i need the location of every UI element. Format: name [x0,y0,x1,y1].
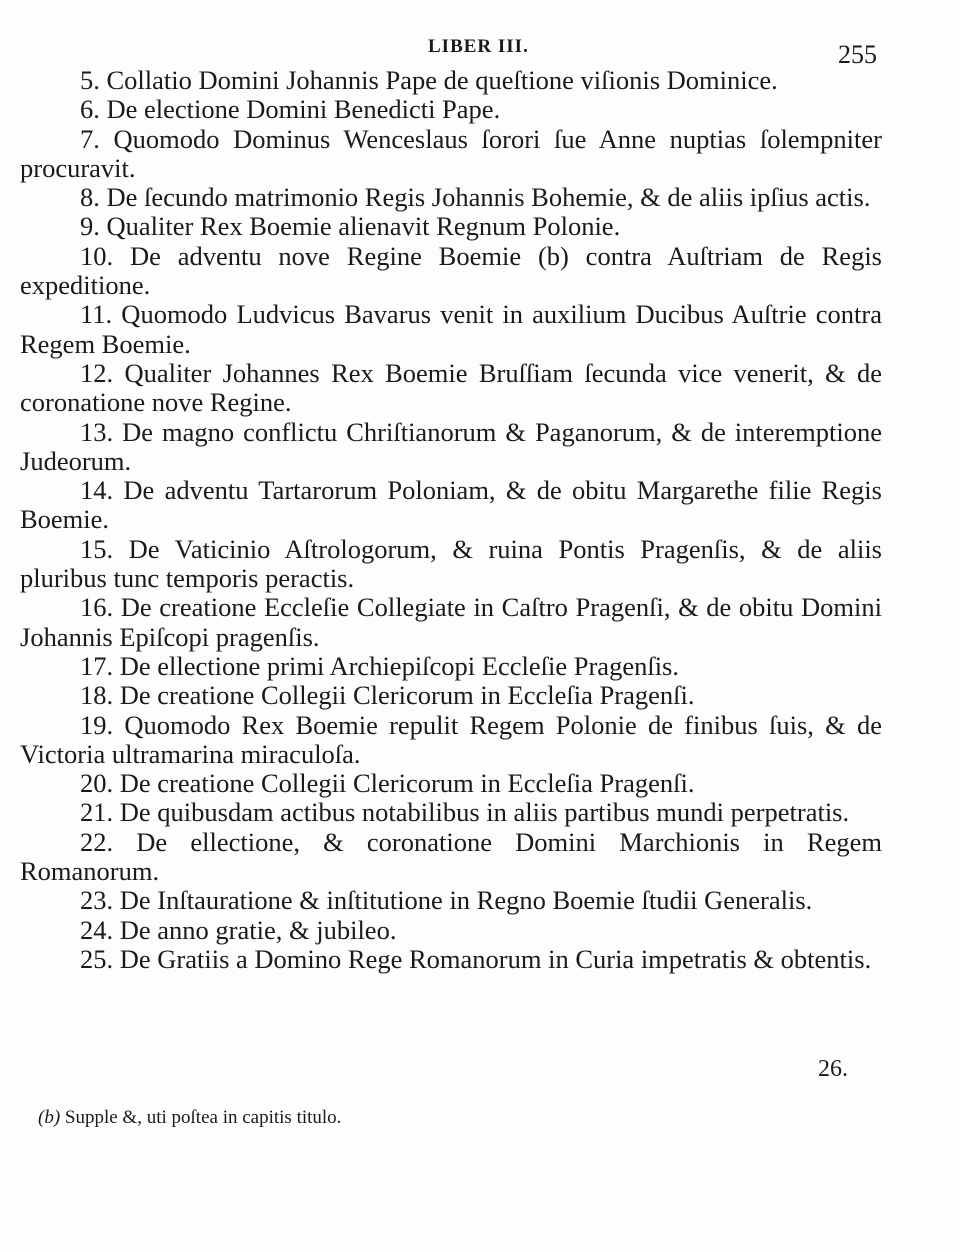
chapter-entry-7: 7. Quomodo Dominus Wenceslaus ſorori ſue Anne nuptias ſolempniter procuravit. [20,123,882,183]
chapter-entry-15: 15. De Vaticinio Aſtrologorum, & ruina Pontis Pragenſis, & de aliis pluribus tunc temporis peractis. [20,533,882,594]
chapter-entry-22: 22. De ellectione, & coronatione Domini Marchionis in Regem Romanorum. [20,826,882,887]
chapter-entry-10: 10. De adventu nove Regine Boemie (b) contra Auſtriam de Regis expeditione. [20,240,882,301]
chapter-entry-11: 11. Quomodo Ludvicus Bavarus venit in auxilium Ducibus Auſtrie contra Regem Boemie. [20,299,882,359]
chapter-entry-12: 12. Qualiter Johannes Rex Boemie Bruſſiam ſecunda vice venerit, & de coronatione nove Regine. [20,357,882,418]
chapter-entry-9: 9. Qualiter Rex Boemie alienavit Regnum Polonie. [80,211,621,242]
chapter-entry-18: 18. De creatione Collegii Clericorum in Eccleſia Pragenſi. [80,680,695,711]
chapter-entry-23: 23. De Inſtauratione & inſtitutione in Regno Boemie ſtudii Generalis. [80,885,813,916]
chapter-list [20,66,882,974]
footnote-text: Supple &, uti poſtea in capitis titulo. [60,1107,342,1128]
chapter-entry-24: 24. De anno gratie, & jubileo. [80,914,397,945]
chapter-entry-16: 16. De creatione Eccleſie Collegiate in Caſtro Pragenſi, & de obitu Domini Johannis Epiſcopi pragenſis. [20,592,882,652]
chapter-entry-13: 13. De magno conflictu Chriſtianorum & Paganorum, & de interemptione Judeorum. [20,416,882,476]
running-head [0,34,960,69]
footnote [38,1107,341,1129]
chapter-entry-20: 20. De creatione Collegii Clericorum in Eccleſia Pragenſi. [80,768,695,799]
page-number: 255 [838,40,877,69]
running-title: LIBER III. [428,36,529,57]
chapter-entry-21: 21. De quibusdam actibus notabilibus in aliis partibus mundi perpetratis. [80,797,850,828]
chapter-entry-25: 25. De Gratiis a Domino Rege Romanorum in Curia impetratis & obtentis. [80,943,872,974]
chapter-entry-14: 14. De adventu Tartarorum Poloniam, & de obitu Margarethe filie Regis Boemie. [20,475,882,535]
chapter-entry-6: 6. De electione Domini Benedicti Pape. [80,94,501,125]
chapter-entry-17: 17. De ellectione primi Archiepiſcopi Eccleſie Pragenſis. [80,650,679,681]
chapter-entry-8: 8. De ſecundo matrimonio Regis Johannis Bohemie, & de aliis ipſius actis. [80,182,871,213]
footnote-marker: (b) [38,1107,61,1128]
chapter-entry-19: 19. Quomodo Rex Boemie repulit Regem Polonie de finibus ſuis, & de Victoria ultramarina miraculoſa. [20,709,882,769]
catchword: 26. [818,1056,848,1082]
chapter-entry-5: 5. Collatio Domini Johannis Pape de queſtione viſionis Dominice. [80,65,778,95]
